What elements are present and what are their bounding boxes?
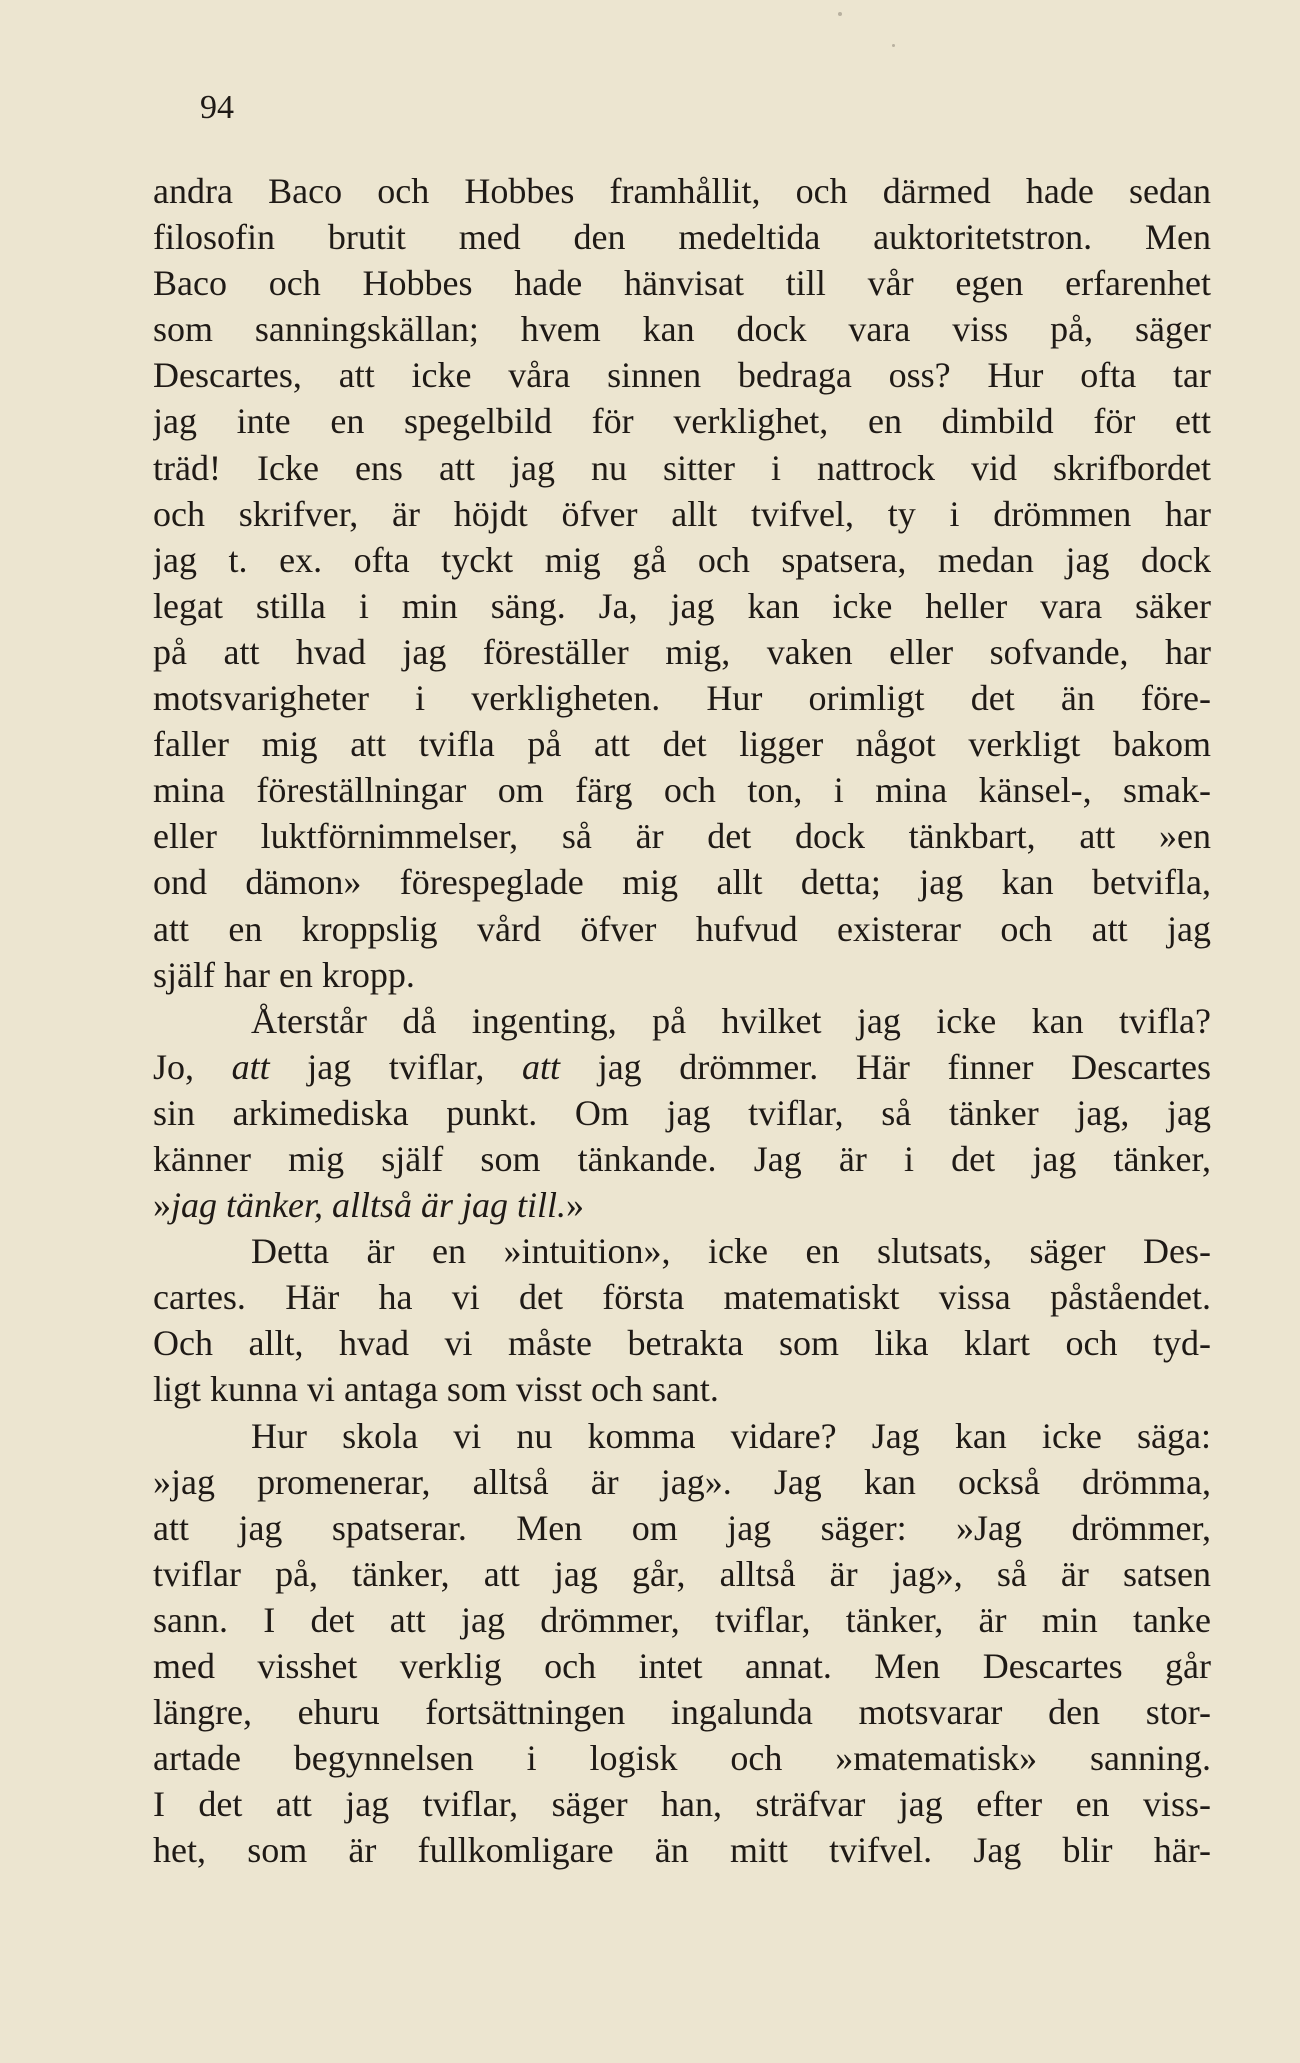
text-line <box>153 1643 1211 1689</box>
text-line <box>153 1689 1211 1735</box>
text-segment: Detta är en »intuition», icke en slutsats, säger Des- <box>251 1231 1211 1272</box>
text-line <box>153 675 1211 721</box>
text-line <box>153 1044 1211 1090</box>
text-line <box>153 352 1211 398</box>
text-segment: som sanningskällan; hvem kan dock vara viss på, säger <box>153 309 1211 350</box>
text-segment: jag drömmer. Här finner Descartes <box>560 1046 1211 1087</box>
text-segment: med visshet verklig och intet annat. Men Descartes går <box>153 1646 1211 1686</box>
text-line <box>153 1182 1211 1228</box>
text-line <box>153 1597 1211 1643</box>
text-line <box>153 952 1211 998</box>
text-segment: Återstår då ingenting, på hvilket jag icke kan tvifla? <box>251 1000 1211 1041</box>
italic-text: jag tänker, alltså är jag till. <box>171 1185 567 1226</box>
text-line <box>153 445 1211 491</box>
text-segment: känner mig själf som tänkande. Jag är i det jag tänker, <box>153 1138 1211 1179</box>
text-line <box>153 906 1211 952</box>
text-line <box>153 1228 1211 1274</box>
text-segment: Och allt, hvad vi måste betrakta som lika klart och tyd- <box>153 1323 1211 1364</box>
body-text <box>153 168 1211 1873</box>
text-segment: Hur skola vi nu komma vidare? Jag kan icke säga: <box>251 1415 1211 1456</box>
text-line <box>153 1505 1211 1551</box>
text-line <box>153 214 1211 260</box>
text-segment: själf har en kropp. <box>153 954 415 995</box>
text-segment: ligt kunna vi antaga som visst och sant. <box>153 1369 719 1410</box>
italic-text: att <box>522 1046 561 1087</box>
text-segment: andra Baco och Hobbes framhållit, och därmed hade sedan <box>153 171 1211 211</box>
text-segment: ond dämon» förespeglade mig allt detta; jag kan betvifla, <box>153 862 1211 903</box>
text-segment: jag t. ex. ofta tyckt mig gå och spatsera, medan jag dock <box>153 539 1211 580</box>
text-segment: filosofin brutit med den medeltida auktoritetstron. Men <box>153 217 1211 258</box>
text-segment: mina föreställningar om färg och ton, i mina känsel-, smak- <box>153 770 1211 811</box>
text-segment: jag inte en spegelbild för verklighet, en dimbild för ett <box>153 401 1211 442</box>
text-segment: » <box>153 1185 171 1226</box>
text-line <box>153 537 1211 583</box>
text-segment: Baco och Hobbes hade hänvisat till vår egen erfarenhet <box>153 263 1211 304</box>
text-line <box>153 1827 1211 1873</box>
text-line <box>153 306 1211 352</box>
text-segment: längre, ehuru fortsättningen ingalunda motsvarar den stor- <box>153 1692 1211 1733</box>
text-line <box>153 629 1211 675</box>
text-segment: I det att jag tviflar, säger han, sträfvar jag efter en viss- <box>153 1784 1211 1825</box>
page-number: 94 <box>200 89 234 126</box>
text-line <box>153 1459 1211 1505</box>
paper-speck <box>892 44 895 47</box>
italic-text: att <box>231 1046 270 1087</box>
text-line <box>153 1274 1211 1320</box>
paper-speck <box>838 12 842 16</box>
text-segment: jag tviflar, <box>269 1046 523 1087</box>
text-line <box>153 398 1211 444</box>
text-line <box>153 1320 1211 1366</box>
text-segment: »jag promenerar, alltså är jag». Jag kan också drömma, <box>153 1461 1211 1502</box>
text-segment: artade begynnelsen i logisk och »matematisk» sanning. <box>153 1738 1211 1779</box>
text-line <box>153 859 1211 905</box>
text-segment: » <box>566 1185 585 1226</box>
text-segment: eller luktförnimmelser, så är det dock tänkbart, att »en <box>153 816 1211 857</box>
text-segment: på att hvad jag föreställer mig, vaken eller sofvande, har <box>153 631 1211 672</box>
text-line <box>153 1090 1211 1136</box>
text-segment: sin arkimediska punkt. Om jag tviflar, så tänker jag, jag <box>153 1092 1211 1133</box>
text-line <box>153 767 1211 813</box>
text-line <box>153 168 1211 214</box>
text-line <box>153 1366 1211 1412</box>
text-line <box>153 583 1211 629</box>
text-segment: het, som är fullkomligare än mitt tvifvel. Jag blir här- <box>153 1830 1211 1871</box>
text-segment: motsvarigheter i verkligheten. Hur orimligt det än före- <box>153 678 1211 719</box>
text-line <box>153 1551 1211 1597</box>
text-segment: träd! Icke ens att jag nu sitter i nattrock vid skrifbordet <box>153 447 1211 488</box>
text-line <box>153 813 1211 859</box>
text-segment: sann. I det att jag drömmer, tviflar, tänker, är min tanke <box>153 1599 1211 1640</box>
text-line <box>153 998 1211 1044</box>
text-line <box>153 491 1211 537</box>
text-line <box>153 1735 1211 1781</box>
text-segment: att jag spatserar. Men om jag säger: »Jag drömmer, <box>153 1507 1211 1548</box>
text-segment: tviflar på, tänker, att jag går, alltså är jag», så är satsen <box>153 1553 1211 1594</box>
text-line <box>153 1781 1211 1827</box>
text-segment: Jo, <box>153 1046 232 1087</box>
text-segment: och skrifver, är höjdt öfver allt tvifvel, ty i drömmen har <box>153 493 1211 534</box>
text-segment: cartes. Här ha vi det första matematiskt vissa påståendet. <box>153 1277 1211 1318</box>
text-segment: faller mig att tvifla på att det ligger något verkligt bakom <box>153 724 1211 765</box>
text-line <box>153 721 1211 767</box>
text-segment: att en kroppslig vård öfver hufvud existerar och att jag <box>153 908 1211 949</box>
text-line <box>153 1136 1211 1182</box>
text-line <box>153 1413 1211 1459</box>
text-segment: legat stilla i min säng. Ja, jag kan icke heller vara säker <box>153 585 1211 626</box>
text-segment: Descartes, att icke våra sinnen bedraga oss? Hur ofta tar <box>153 355 1211 396</box>
text-line <box>153 260 1211 306</box>
